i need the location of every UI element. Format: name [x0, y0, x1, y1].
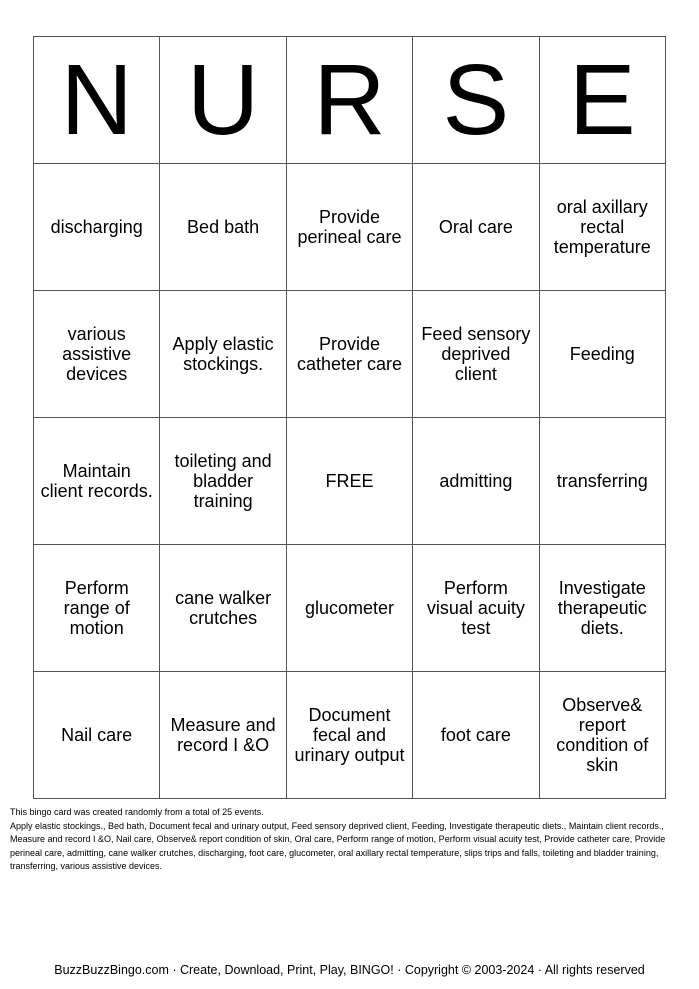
header-letter: R: [286, 37, 412, 164]
header-letter: U: [160, 37, 286, 164]
bingo-cell: Apply elastic stockings.: [160, 291, 286, 418]
bingo-cell: Nail care: [34, 672, 160, 799]
copyright-footer: BuzzBuzzBingo.com · Create, Download, Print, Play, BINGO! · Copyright © 2003-2024 · All rights reserved: [54, 963, 645, 977]
free-cell: FREE: [286, 418, 412, 545]
bingo-cell: Perform visual acuity test: [413, 545, 539, 672]
bingo-cell: transferring: [539, 418, 665, 545]
header-row: [34, 37, 666, 164]
bingo-cell: Observe& report condition of skin: [539, 672, 665, 799]
bingo-cell: Feeding: [539, 291, 665, 418]
bingo-cell: Oral care: [413, 164, 539, 291]
bingo-cell: oral axillary rectal temperature: [539, 164, 665, 291]
bingo-cell: Feed sensory deprived client: [413, 291, 539, 418]
bingo-row: [34, 672, 666, 799]
header-letter: E: [539, 37, 665, 164]
bingo-cell: Maintain client records.: [34, 418, 160, 545]
bingo-cell: cane walker crutches: [160, 545, 286, 672]
bingo-row: [34, 291, 666, 418]
bingo-cell: Perform range of motion: [34, 545, 160, 672]
bingo-cell: Measure and record I &O: [160, 672, 286, 799]
card-note: [10, 806, 690, 874]
bingo-cell: foot care: [413, 672, 539, 799]
bingo-cell: Provide perineal care: [286, 164, 412, 291]
note-summary: This bingo card was created randomly from a total of 25 events.: [10, 807, 264, 817]
bingo-row: [34, 164, 666, 291]
bingo-cell: glucometer: [286, 545, 412, 672]
bingo-cell: Provide catheter care: [286, 291, 412, 418]
header-letter: S: [413, 37, 539, 164]
bingo-cell: discharging: [34, 164, 160, 291]
bingo-cell: Investigate therapeutic diets.: [539, 545, 665, 672]
bingo-cell: toileting and bladder training: [160, 418, 286, 545]
header-letter: N: [34, 37, 160, 164]
bingo-row: [34, 545, 666, 672]
bingo-row: [34, 418, 666, 545]
bingo-cell: Document fecal and urinary output: [286, 672, 412, 799]
bingo-card: [33, 36, 666, 799]
bingo-cell: admitting: [413, 418, 539, 545]
bingo-cell: various assistive devices: [34, 291, 160, 418]
event-list: Apply elastic stockings., Bed bath, Document fecal and urinary output, Feed sensory deprived client, Feeding, Investigate therapeutic diets., Maintain client records., Measure and record I &O, Nail care, Observe& report condition of skin, Oral care, Perform range of motion, Perform visual acuity test, Provide catheter care, Provide perineal care, admitting, cane walker crutches, discharging, foot care, glucometer, oral axillary rectal temperature, slips trips and falls, toileting and bladder training, transferring, various assistive devices.: [10, 820, 666, 871]
bingo-cell: Bed bath: [160, 164, 286, 291]
